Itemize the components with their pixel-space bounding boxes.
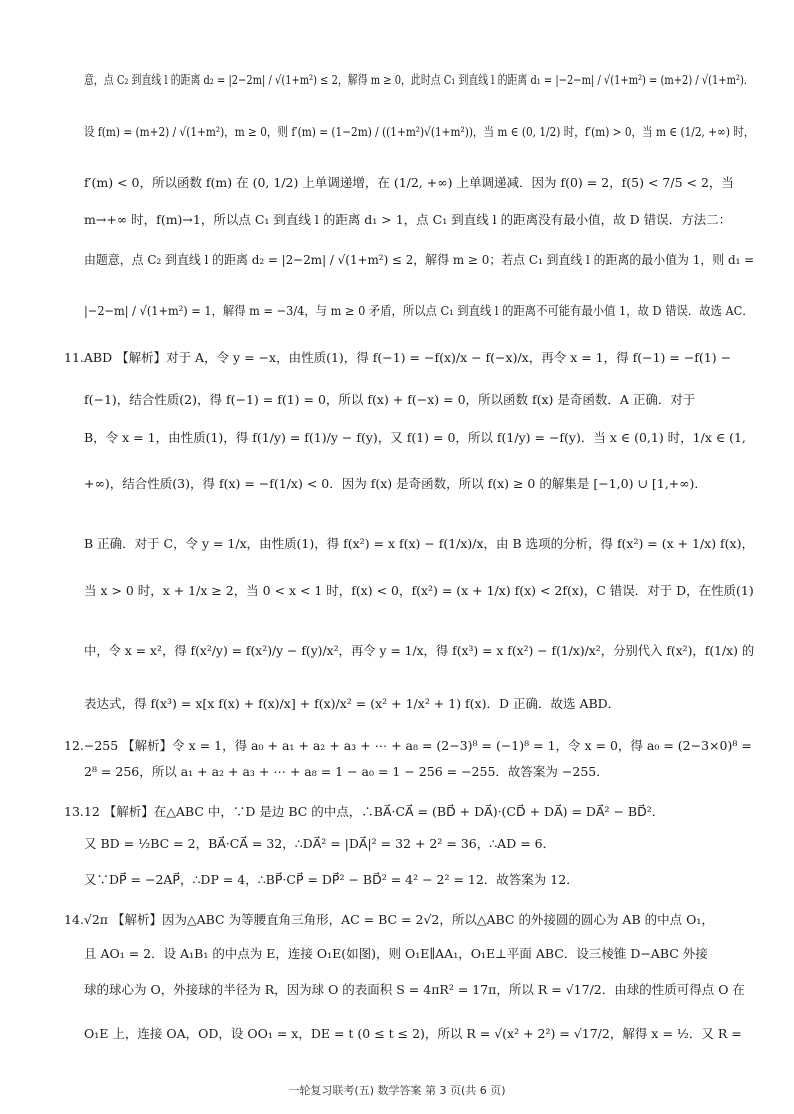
text-line: B，令 x = 1，由性质(1)，得 f(1/y) = f(1)/y − f(y)，又 f(1) = 0，所以 f(1/y) = −f(y)．当 x ∈ (0,1) 时，1/x ∈ (1,	[84, 430, 746, 445]
text-line: 表达式，得 f(x³) = x[x f(x) + f(x)/x] + f(x)/x² = (x² + 1/x² + 1) f(x)．D 正确．故选 ABD．	[84, 696, 621, 711]
text-line: m→+∞ 时，f(m)→1，所以点 C₁ 到直线 l 的距离 d₁ > 1，点 C₁ 到直线 l 的距离没有最小值，故 D 错误．方法二：	[84, 212, 732, 227]
text-line: 2⁸ = 256，所以 a₁ + a₂ + a₃ + ⋯ + a₈ = 1 − a₀ = 1 − 256 = −255．故答案为 −255．	[84, 764, 609, 779]
text-line: 且 AO₁ = 2．设 A₁B₁ 的中点为 E，连接 O₁E(如图)，则 O₁E∥AA₁，O₁E⊥平面 ABC．设三棱锥 D−ABC 外接	[84, 946, 708, 961]
text-line: 当 x > 0 时，x + 1/x ≥ 2，当 0 < x < 1 时，f(x) < 0，f(x²) = (x + 1/x) f(x) < 2f(x)，C 错误．对于 D，在性质(1)	[84, 583, 754, 598]
text-line: 意，点 C₂ 到直线 l 的距离 d₂ = |2−2m| / √(1+m²) ≤ 2，解得 m ≥ 0，此时点 C₁ 到直线 l 的距离 d₁ = |−2−m| / √(1+m²) = (m+2) / √(1+m²)．	[84, 72, 754, 87]
text-line: 设 f(m) = (m+2) / √(1+m²)，m ≥ 0，则 f′(m) = (1−2m) / ((1+m²)√(1+m²))，当 m ∈ (0, 1/2) 时，f′(m) > 0，当 m ∈ (1/2, +∞) 时，	[84, 124, 755, 139]
text-line: |−2−m| / √(1+m²) = 1，解得 m = −3/4，与 m ≥ 0 矛盾，所以点 C₁ 到直线 l 的距离不可能有最小值 1，故 D 错误．故选 AC．	[84, 303, 754, 318]
text-line: 又 BD = ½BC = 2，BA⃗·CA⃗ = 32，∴DA⃗² = |DA⃗|² = 32 + 2² = 36，∴AD = 6．	[84, 836, 556, 851]
text-line: +∞)，结合性质(3)，得 f(x) = −f(1/x) < 0．因为 f(x) 是奇函数，所以 f(x) ≥ 0 的解集是 [−1,0) ∪ [1,+∞)．	[84, 476, 707, 491]
solution-12-line: 12.−255 【解析】令 x = 1，得 a₀ + a₁ + a₂ + a₃ + ⋯ + a₈ = (2−3)⁸ = (−1)⁸ = 1，令 x = 0，得 a₀ = (2−3×0)⁸ =	[64, 738, 752, 753]
text-line: 由题意，点 C₂ 到直线 l 的距离 d₂ = |2−2m| / √(1+m²) ≤ 2，解得 m ≥ 0；若点 C₁ 到直线 l 的距离的最小值为 1，则 d₁ =	[84, 252, 755, 267]
text-line: 中，令 x = x²，得 f(x²/y) = f(x²)/y − f(y)/x²，再令 y = 1/x，得 f(x³) = x f(x²) − f(1/x)/x²，分别代入 f(x²)，f(1/x) 的	[84, 643, 755, 658]
text-line: 又∵DP⃗ = −2AP⃗，∴DP = 4，∴BP⃗·CP⃗ = DP⃗² − BD⃗² = 4² − 2² = 12．故答案为 12．	[84, 872, 579, 887]
text-line: O₁E 上，连接 OA，OD，设 OO₁ = x，DE = t (0 ≤ t ≤ 2)，所以 R = √(x² + 2²) = √17/2，解得 x = ½．又 R =	[84, 1026, 742, 1041]
page-footer: 一轮复习联考(五) 数学答案 第 3 页(共 6 页)	[288, 1084, 506, 1097]
solution-13-line: 13.12 【解析】在△ABC 中，∵D 是边 BC 的中点，∴BA⃗·CA⃗ = (BD⃗ + DA⃗)·(CD⃗ + DA⃗) = DA⃗² − BD⃗²．	[64, 804, 665, 819]
solution-11-line: 11.ABD 【解析】对于 A，令 y = −x，由性质(1)，得 f(−1) = −f(x)/x − f(−x)/x，再令 x = 1，得 f(−1) = −f(1) −	[64, 350, 732, 365]
text-line: f′(m) < 0，所以函数 f(m) 在 (0, 1/2) 上单调递增，在 (1/2, +∞) 上单调递减．因为 f(0) = 2，f(5) < 7/5 < 2，当	[84, 175, 734, 190]
solution-14-line: 14.√2π 【解析】因为△ABC 为等腰直角三角形，AC = BC = 2√2，所以△ABC 的外接圆的圆心为 AB 的中点 O₁，	[64, 912, 714, 927]
text-line: B 正确．对于 C，令 y = 1/x，由性质(1)，得 f(x²) = x f(x) − f(1/x)/x，由 B 选项的分析，得 f(x²) = (x + 1/x) f(x)，	[84, 536, 754, 551]
text-line: 球的球心为 O，外接球的半径为 R，因为球 O 的表面积 S = 4πR² = 17π，所以 R = √17/2．由球的性质可得点 O 在	[84, 982, 745, 997]
text-line: f(−1)，结合性质(2)，得 f(−1) = f(1) = 0，所以 f(x) + f(−x) = 0，所以函数 f(x) 是奇函数．A 正确．对于	[84, 392, 696, 407]
